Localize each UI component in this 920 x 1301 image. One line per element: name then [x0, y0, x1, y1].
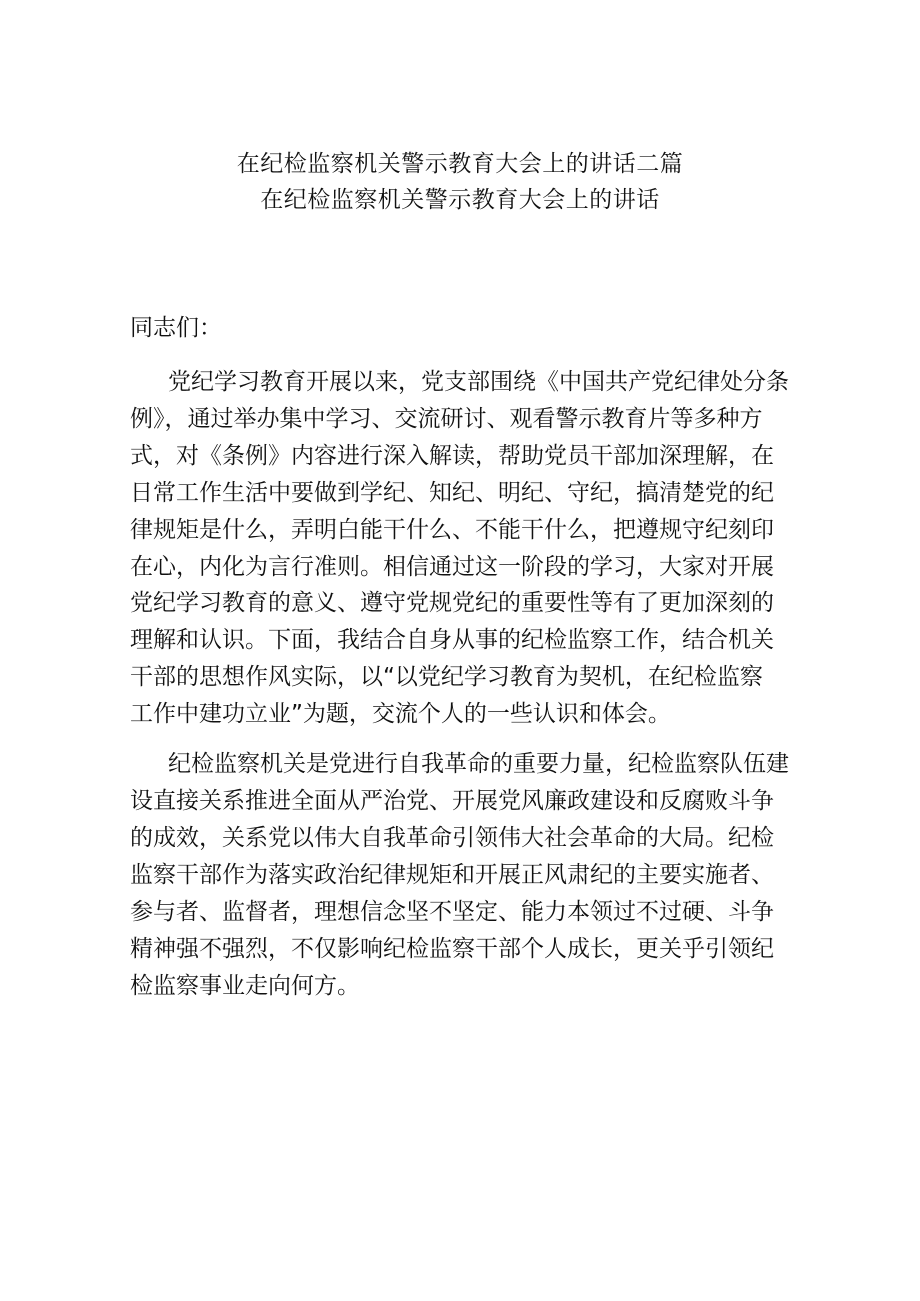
paragraph-line: 党纪学习教育开展以来，党支部围绕《中国共产党纪律处分条 [168, 369, 789, 395]
document-subtitle: 在纪检监察机关警示教育大会上的讲话 [260, 187, 660, 213]
paragraph-line: 纪检监察机关是党进行自我革命的重要力量，纪检监察队伍建 [168, 751, 789, 778]
paragraph-line: 干部的思想作风实际，以“以党纪学习教育为契机，在纪检监察 [130, 664, 763, 691]
salutation: 同志们： [130, 315, 222, 341]
paragraph-line: 律规矩是什么，弄明白能干什么、不能干什么，把遵规守纪刻印 [130, 516, 774, 543]
paragraph-line: 日常工作生活中要做到学纪、知纪、明纪、守纪，搞清楚党的纪 [130, 479, 774, 506]
paragraph-line: 精神强不强烈，不仅影响纪检监察干部个人成长，更关乎引领纪 [130, 935, 774, 962]
document-title: 在纪检监察机关警示教育大会上的讲话二篇 [236, 151, 684, 177]
paragraph-line: 工作中建功立业”为题，交流个人的一些认识和体会。 [130, 701, 671, 728]
title-block [0, 146, 920, 218]
paragraph-line: 检监察事业走向何方。 [130, 972, 360, 999]
paragraph-1 [130, 364, 790, 733]
paragraph-line: 例》，通过举办集中学习、交流研讨、观看警示教育片等多种方 [130, 405, 763, 432]
paragraph-line: 在心，内化为言行准则。相信通过这一阶段的学习，大家对开展 [130, 553, 774, 580]
paragraph-line: 党纪学习教育的意义、遵守党规党纪的重要性等有了更加深刻的 [130, 590, 774, 617]
paragraph-line: 理解和认识。下面，我结合自身从事的纪检监察工作，结合机关 [130, 627, 774, 654]
paragraph-line: 监察干部作为落实政治纪律规矩和开展正风肃纪的主要实施者、 [130, 861, 774, 888]
paragraph-line: 式，对《条例》内容进行深入解读，帮助党员干部加深理解，在 [130, 442, 774, 469]
document-body [130, 310, 790, 1017]
paragraph-line: 设直接关系推进全面从严治党、开展党风廉政建设和反腐败斗争 [130, 787, 774, 814]
paragraph-line: 参与者、监督者，理想信念坚不坚定、能力本领过不过硬、斗争 [130, 898, 774, 925]
paragraph-line: 的成效，关系党以伟大自我革命引领伟大社会革命的大局。纪检 [130, 824, 774, 851]
paragraph-2 [130, 746, 790, 1004]
